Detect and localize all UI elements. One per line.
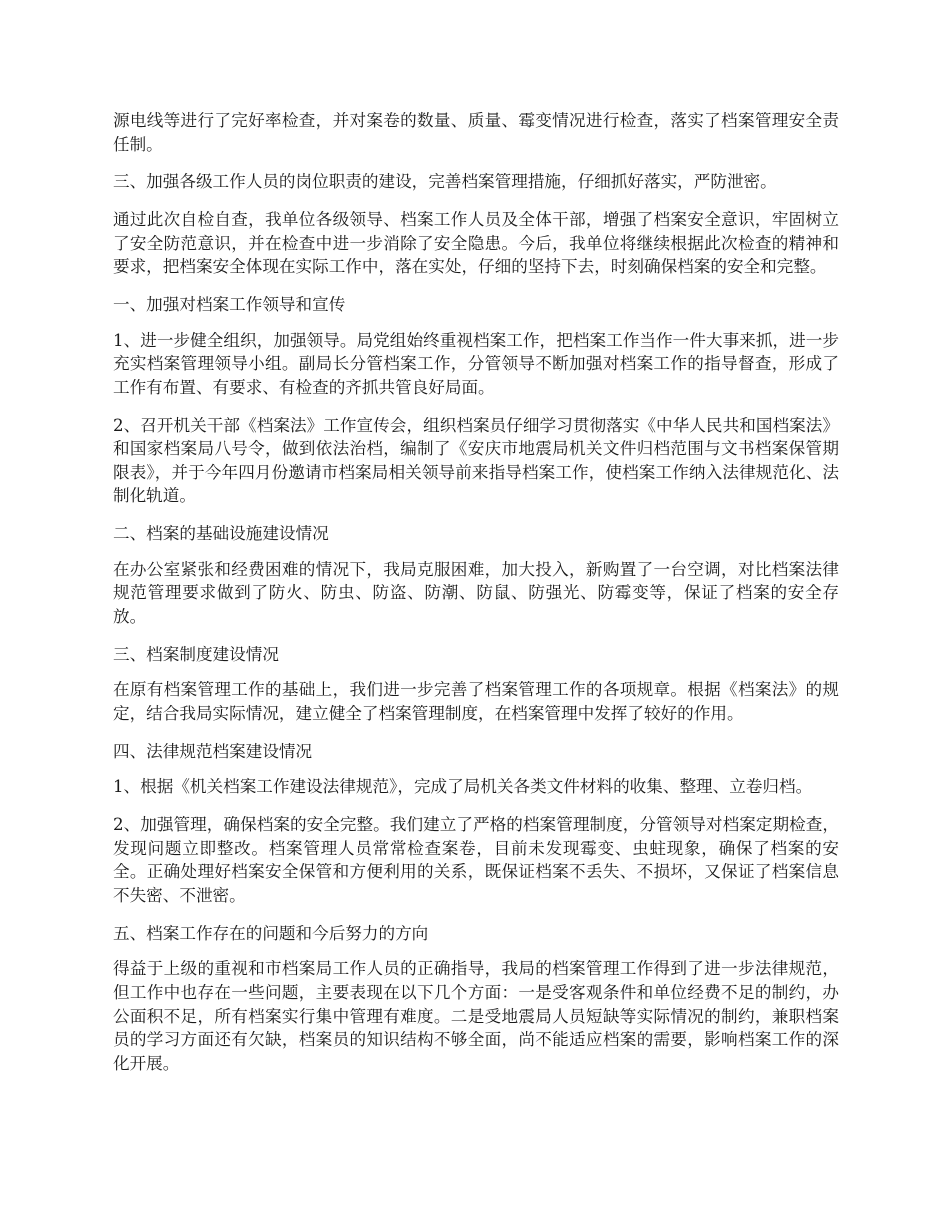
paragraph-8: 1、根据《机关档案工作建设法律规范》，完成了局机关各类文件材料的收集、整理、立卷归档。 [113,777,813,797]
paragraph-3: 通过此次自检自查，我单位各级领导、档案工作人员及全体干部，增强了档案安全意识，牢固树立了安全防范意识，并在检查中进一步消除了安全隐患。今后，我单位将继续根据此次检查的精神和要求，把档案安全体现在实际工作中，落在实处，仔细的坚持下去，时刻确保档案的安全和完整。 [113,210,839,277]
paragraph-1: 源电线等进行了完好率检查，并对案卷的数量、质量、霉变情况进行检查，落实了档案管理安全责任制。 [113,111,839,154]
section-heading-3: 三、档案制度建设情况 [113,644,279,664]
paragraph-10: 得益于上级的重视和市档案局工作人员的正确指导，我局的档案管理工作得到了进一步法律规范，但工作中也存在一些问题，主要表现在以下几个方面：一是受客观条件和单位经费不足的制约，办公面积不足，所有档案实行集中管理有难度。二是受地震局人员短缺等实际情况的制约，兼职档案员的学习方面还有欠缺，档案员的知识结构不够全面，尚不能适应档案的需要，影响档案工作的深化开展。 [113,959,839,1073]
section-heading-1: 一、加强对档案工作领导和宣传 [113,295,346,315]
paragraph-7: 在原有档案管理工作的基础上，我们进一步完善了档案管理工作的各项规章。根据《档案法》的规定，结合我局实际情况，建立健全了档案管理制度，在档案管理中发挥了较好的作用。 [113,680,839,723]
section-heading-5: 五、档案工作存在的问题和今后努力的方向 [113,923,429,943]
paragraph-5: 2、召开机关干部《档案法》工作宣传会，组织档案员仔细学习贯彻落实《中华人民共和国档案法》和国家档案局八号令，做到依法治档，编制了《安庆市地震局机关文件归档范围与文书档案保管期限表》，并于今年四月份邀请市档案局相关领导前来指导档案工作，使档案工作纳入法律规范化、法制化轨道。 [113,415,839,506]
section-heading-4: 四、法律规范档案建设情况 [113,741,313,761]
paragraph-2: 三、加强各级工作人员的岗位职责的建设，完善档案管理措施，仔细抓好落实，严防泄密。 [113,172,777,192]
paragraph-4: 1、进一步健全组织，加强领导。局党组始终重视档案工作，把档案工作当作一件大事来抓，进一步充实档案管理领导小组。副局长分管档案工作，分管领导不断加强对档案工作的指导督查，形成了工作有布置、有要求、有检查的齐抓共管良好局面。 [113,330,839,397]
paragraph-9: 2、加强管理，确保档案的安全完整。我们建立了严格的档案管理制度，分管领导对档案定期检查，发现问题立即整改。档案管理人员常常检查案卷，目前未发现霉变、虫蛀现象，确保了档案的安全。正确处理好档案安全保管和方便利用的关系，既保证档案不丢失、不损坏，又保证了档案信息不失密、不泄密。 [113,815,839,905]
paragraph-6: 在办公室紧张和经费困难的情况下，我局克服困难，加大投入，新购置了一台空调，对比档案法律规范管理要求做到了防火、防虫、防盗、防潮、防鼠、防强光、防霉变等，保证了档案的安全存放。 [113,559,839,627]
section-heading-2: 二、档案的基础设施建设情况 [113,524,329,544]
document-page [113,109,839,1089]
